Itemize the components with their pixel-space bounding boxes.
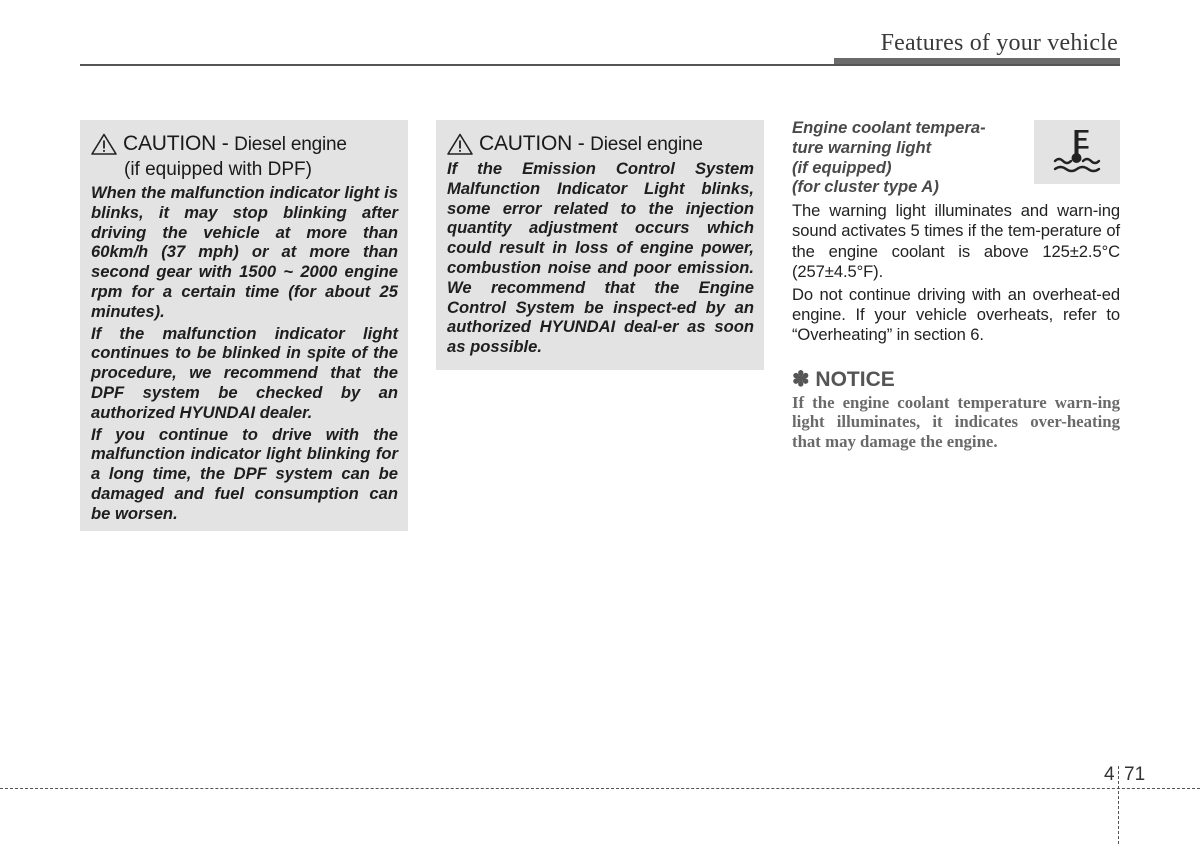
chapter-number: 4: [1104, 764, 1115, 785]
coolant-title-line: ture warning light: [792, 137, 932, 157]
caution-paragraph: If you continue to drive with the malfunction indicator light blinking for a long time, the DPF system can be damaged and fuel consumption can be worsen.: [91, 424, 398, 523]
caution-paragraph: When the malfunction indicator light is blinks, it may stop blinking after driving the vehicle at more than 60km/h (37 mph) or at more than second gear with 1500 ~ 2000 engine rpm for a certain time (for about 25 minutes).: [91, 183, 398, 321]
coolant-paragraph: Do not continue driving with an overheat-ed engine. If your vehicle overheats, refer to “Overheating” in section 6.: [792, 285, 1120, 345]
footer-divider: [0, 788, 1200, 789]
coolant-icon-box: [1034, 120, 1120, 184]
header-rule: [80, 64, 1120, 66]
caution-box-dpf: [80, 120, 408, 531]
coolant-paragraph: The warning light illuminates and warn-ing sound activates 5 times if the tem-perature of the engine coolant is above 125±2.5°C (257±4.5°F).: [792, 201, 1120, 281]
caution-title: [123, 132, 347, 157]
caution-subject: Diesel engine: [590, 134, 703, 155]
coolant-section: [792, 118, 1120, 452]
warning-triangle-icon: [91, 133, 117, 155]
caution-box-emission: [436, 120, 764, 370]
caution-header: [91, 132, 398, 157]
page-number-separator: [1118, 766, 1119, 844]
caution-subject: Diesel engine: [234, 134, 347, 155]
warning-triangle-icon: [447, 133, 473, 155]
page-number: 71: [1124, 764, 1146, 785]
coolant-title-line: Engine coolant tempera-: [792, 118, 986, 137]
coolant-temperature-icon: [1034, 120, 1120, 184]
header-title: Features of your vehicle: [880, 30, 1118, 56]
caution-label: CAUTION -: [123, 132, 229, 155]
coolant-title-line: (if equipped): [792, 157, 892, 177]
caution-paragraph: If the Emission Control System Malfunction Indicator Light blinks, some error related to the injection quantity adjustment occurs which could result in loss of engine power, combustion noise and poor emission. We recommend that the Engine Control System be inspect-ed by an authorized HYUNDAI deal-er as soon as possible.: [447, 159, 754, 357]
caution-title: [479, 132, 703, 157]
notice-text: If the engine coolant temperature warn-ing light illuminates, it indicates over-heating that may damage the engine.: [792, 392, 1120, 452]
caution-label: CAUTION -: [479, 132, 585, 155]
caution-paragraph: If the malfunction indicator light continues to be blinked in spite of the procedure, we recommend that the DPF system be checked by an authorized HYUNDAI dealer.: [91, 323, 398, 422]
coolant-title-line: (for cluster type A): [792, 177, 939, 197]
caution-header: [447, 132, 754, 157]
notice-heading: ✽ NOTICE: [792, 367, 895, 391]
coolant-warning-title: [792, 118, 1022, 197]
caution-subject-line2: (if equipped with DPF): [124, 159, 312, 180]
